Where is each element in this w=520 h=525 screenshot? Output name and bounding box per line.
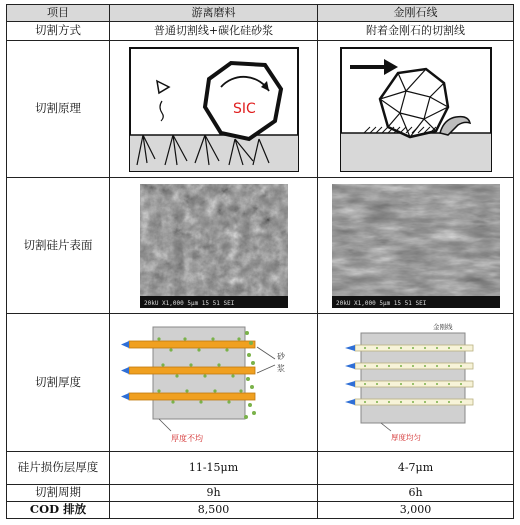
header-item: 项目 <box>7 5 110 22</box>
thickness-row <box>7 314 514 452</box>
method-label: 切割方式 <box>7 22 110 41</box>
cod-diamond-wire: 3,000 <box>318 502 514 519</box>
principle-diamond-wire-cell <box>318 41 514 178</box>
cycle-free-abrasive: 9h <box>110 485 318 502</box>
cycle-label: 切割周期 <box>7 485 110 502</box>
surface-free-abrasive-cell <box>110 178 318 314</box>
thickness-free-abrasive-cell <box>110 314 318 452</box>
diamond-wire-principle-diagram <box>340 47 492 172</box>
method-free-abrasive: 普通切割线+碳化硅砂浆 <box>110 22 318 41</box>
free-abrasive-principle-diagram <box>129 47 299 172</box>
method-row <box>7 22 514 41</box>
principle-free-abrasive-cell <box>110 41 318 178</box>
header-diamond-wire: 金刚石线 <box>318 5 514 22</box>
damage-label: 硅片损伤层厚度 <box>7 452 110 485</box>
free-abrasive-thickness-diagram <box>119 319 309 447</box>
sem-caption-a: 20kU X1,000 5μm 15 51 SEI <box>143 299 234 307</box>
cycle-row <box>7 485 514 502</box>
thickness-note-b: 厚度均匀 <box>390 432 421 442</box>
thickness-label: 切割厚度 <box>7 314 110 452</box>
slurry-label-1: 砂 <box>276 351 285 361</box>
sic-label: SIC <box>232 100 256 117</box>
damage-free-abrasive: 11-15μm <box>110 452 318 485</box>
principle-row <box>7 41 514 178</box>
sem-caption-b: 20kU X1,000 5μm 15 51 SEI <box>335 299 426 307</box>
method-diamond-wire: 附着金刚石的切割线 <box>318 22 514 41</box>
diamond-wire-thickness-diagram <box>341 319 491 447</box>
comparison-table <box>6 4 514 519</box>
sem-image-diamond-wire <box>332 184 500 308</box>
surface-row <box>7 178 514 314</box>
diamond-wire-label: 金刚线 <box>432 322 452 331</box>
cod-row <box>7 502 514 519</box>
header-row <box>7 5 514 22</box>
slurry-label-2: 浆 <box>276 363 285 373</box>
header-free-abrasive: 游离磨料 <box>110 5 318 22</box>
thickness-note-a: 厚度不均 <box>170 433 203 443</box>
damage-diamond-wire: 4-7μm <box>318 452 514 485</box>
damage-row <box>7 452 514 485</box>
principle-label: 切割原理 <box>7 41 110 178</box>
thickness-diamond-wire-cell <box>318 314 514 452</box>
cycle-diamond-wire: 6h <box>318 485 514 502</box>
sem-image-free-abrasive <box>140 184 288 308</box>
surface-diamond-wire-cell <box>318 178 514 314</box>
surface-label: 切割硅片表面 <box>7 178 110 314</box>
cod-free-abrasive: 8,500 <box>110 502 318 519</box>
cod-label: COD 排放 <box>7 502 110 519</box>
